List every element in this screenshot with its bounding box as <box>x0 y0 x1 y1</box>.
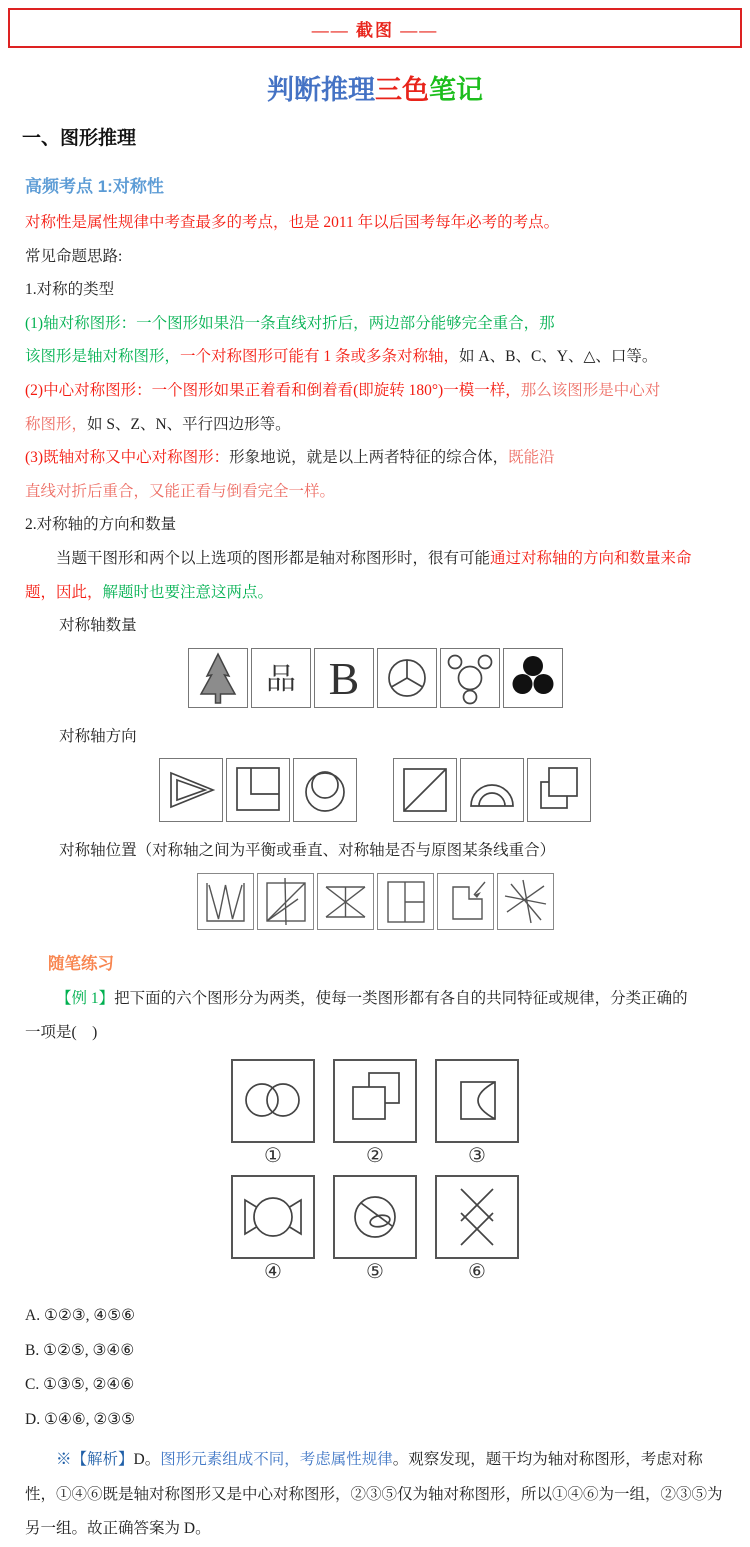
paragraph-central-1 <box>25 374 725 408</box>
axis-direction-figures <box>0 758 750 822</box>
text-segment: 该图形是轴对称图形， <box>25 348 181 366</box>
pin-character-icon <box>251 648 311 708</box>
doc-title <box>0 68 750 107</box>
figure-4-label: ④ <box>264 1261 282 1284</box>
figure-1 <box>231 1059 315 1167</box>
figure-1-label: ① <box>264 1145 282 1168</box>
doc-title-part-blue: 判断推理 <box>267 75 375 105</box>
nested-squares-icon <box>226 758 290 822</box>
square-diagonal-icon <box>393 758 457 822</box>
document-page <box>0 8 750 1547</box>
figure-5-label: ⑤ <box>366 1261 384 1284</box>
axis-direction-label: 对称轴方向 <box>59 727 137 745</box>
square-diagonal-triangle-icon <box>257 873 314 930</box>
axis-position-label: 对称轴位置（对称轴之间为平衡或垂直、对称轴是否与原图某条线重合） <box>59 842 556 860</box>
text-segment: 题，因此， <box>25 583 103 601</box>
candy-shape-icon <box>231 1175 315 1259</box>
text-segment: 如 A、B、C、Y、△、口等。 <box>459 348 658 366</box>
divided-square-icon <box>377 873 434 930</box>
example-question <box>0 982 750 1049</box>
circle-line-ellipse-icon <box>333 1175 417 1259</box>
figure-row-1 <box>231 1059 519 1167</box>
text-segment: 形象地说，就是以上两者特征的综合体， <box>229 449 509 467</box>
figure-2 <box>333 1059 417 1167</box>
text-segment: 2.对称轴的方向和数量 <box>25 516 177 534</box>
figure-6 <box>435 1175 519 1283</box>
axis-position-figures <box>0 873 750 930</box>
right-triangle-icon <box>159 758 223 822</box>
text-segment: 如 S、Z、N、平行四边形等。 <box>87 415 291 433</box>
text-segment: 一个对称图形可能有 1 条或多条对称轴， <box>180 348 460 366</box>
question-line-1 <box>25 982 725 1016</box>
example-figures-grid <box>0 1059 750 1283</box>
axis-direction-group-1 <box>159 758 357 822</box>
clover-icon <box>503 648 563 708</box>
paragraph-axial-2 <box>25 340 725 374</box>
text-segment: 直线对折后重合，又能正看与倒看完全一样。 <box>25 482 336 500</box>
double-arch-icon <box>460 758 524 822</box>
w-lines-icon <box>197 873 254 930</box>
figure-5 <box>333 1175 417 1283</box>
paragraph-axis-direction-count <box>25 508 725 542</box>
figure-2-label: ② <box>366 1145 384 1168</box>
axis-direction-group-2 <box>393 758 591 822</box>
axis-position-label-row <box>0 834 750 868</box>
letter-b-icon <box>314 648 374 708</box>
text-segment: 称图形， <box>25 415 88 433</box>
axis-count-label: 对称轴数量 <box>59 617 137 635</box>
text-segment: 常见命题思路: <box>25 247 123 265</box>
figure-3 <box>435 1059 519 1167</box>
practice-heading: 随笔练习 <box>48 954 114 973</box>
doc-title-part-red: 三色 <box>375 75 429 105</box>
circle-cluster-icon <box>440 648 500 708</box>
text-segment: 【例 1】 <box>56 989 115 1007</box>
option-d: D. ①④⑥, ②③⑤ <box>25 1410 136 1428</box>
pin-character-glyph: 品 <box>265 662 296 696</box>
crossing-lines-star-icon <box>497 873 554 930</box>
figure-3-label: ③ <box>468 1145 486 1168</box>
axis-count-figures <box>0 648 750 708</box>
paragraph-both-2 <box>25 475 725 509</box>
overlapping-squares-icon <box>333 1059 417 1143</box>
letter-b-glyph: B <box>328 652 359 704</box>
overlapping-circles-icon <box>231 1059 315 1143</box>
paragraph-central-2 <box>25 408 725 442</box>
text-segment: 1.对称的类型 <box>25 281 115 299</box>
capture-banner-text: —— 截图 —— <box>311 20 439 40</box>
paragraph-both-1 <box>25 441 725 475</box>
paragraph-symmetry-types <box>25 273 725 307</box>
text-segment: (3)既轴对称又中心对称图形： <box>25 449 230 467</box>
text-segment: 当题干图形和两个以上选项的图形都是轴对称图形时，很有可能 <box>56 549 491 567</box>
body-text <box>0 206 750 643</box>
double-x-icon <box>435 1175 519 1259</box>
text-segment: D。 <box>133 1451 161 1469</box>
text-segment: 把下面的六个图形分为两类，使每一类图形都有各自的共同特征或规律，分类正确的 <box>114 989 688 1007</box>
text-segment: 解题时也要注意这两点。 <box>102 583 274 601</box>
question-line-2 <box>25 1016 725 1050</box>
text-segment: 。观察发现，题干均为轴对称图形，考虑对称性，①④⑥既是轴对称图形又是中心对称图形，②③⑤仅为轴对称图形，所以①④⑥为一组，②③⑤为另一组。故正确答案为 D。 <box>25 1451 723 1538</box>
text-segment: ※【解析】 <box>56 1451 134 1469</box>
text-segment: 对称性是属性规律中考查最多的考点，也是 2011 年以后国考每年必考的考点。 <box>25 214 560 231</box>
figure-row-2 <box>231 1175 519 1283</box>
axis-direction-label-row <box>0 720 750 754</box>
capture-banner <box>8 8 742 48</box>
option-c: C. ①③⑤, ②④⑥ <box>25 1376 135 1394</box>
text-segment: 图形元素组成不同，考虑属性规律 <box>160 1451 393 1469</box>
option-a: A. ①②③, ④⑤⑥ <box>25 1307 136 1325</box>
figure-6-label: ⑥ <box>468 1261 486 1284</box>
overlapping-squares-icon <box>527 758 591 822</box>
topic-heading: 高频考点 1:对称性 <box>25 177 164 196</box>
figure-4 <box>231 1175 315 1283</box>
analysis-paragraph <box>25 1443 725 1547</box>
text-segment: 既能沿 <box>508 449 555 467</box>
text-segment: 通过对称轴的方向和数量来命 <box>490 549 692 567</box>
nested-circles-icon <box>293 758 357 822</box>
l-polygon-arrow-icon <box>437 873 494 930</box>
benz-symbol-icon <box>377 648 437 708</box>
paragraph-intro <box>25 206 725 240</box>
bowtie-icon <box>317 873 374 930</box>
doc-title-part-green: 笔记 <box>429 75 483 105</box>
section-heading: 一、图形推理 <box>22 128 137 149</box>
paragraph-axial-1 <box>25 307 725 341</box>
square-with-arc-icon <box>435 1059 519 1143</box>
text-segment: 那么该图形是中心对 <box>520 381 661 399</box>
paragraph-when-2 <box>25 576 725 610</box>
text-segment: 一项是( ) <box>25 1023 98 1041</box>
text-segment: (2)中心对称图形：一个图形如果正着看和倒着看(即旋转 180°)一模一样， <box>25 381 521 399</box>
option-b: B. ①②⑤, ③④⑥ <box>25 1341 135 1359</box>
paragraph-when-1 <box>25 542 725 576</box>
text-segment: (1)轴对称图形：一个图形如果沿一条直线对折后，两边部分能够完全重合，那 <box>25 314 555 332</box>
paragraph-common-ideas <box>25 240 725 274</box>
pine-tree-icon <box>188 648 248 708</box>
answer-options <box>25 1299 750 1437</box>
